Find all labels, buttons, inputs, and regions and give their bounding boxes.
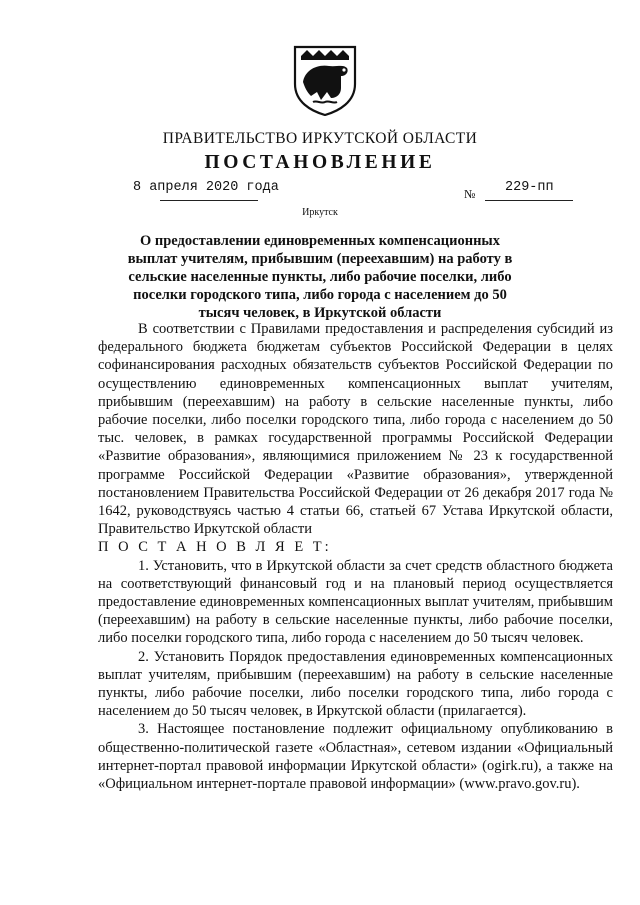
item-paragraph: 1. Установить, что в Иркутской области за счет средств областного бюджета на соответствующий финансовый год и на плановый период осуществляется предоставление единовременных компенсационных выплат учителям, прибывшим (переехавшим) на работу в сельские населенные пункты, либо рабочие поселки, либо поселки городского типа, либо города с населением до 50 тысяч человек. xyxy=(98,557,613,647)
item-paragraph: 2. Установить Порядок предоставления единовременных компенсационных выплат учителям, прибывшим (переехавшим) на работу в сельские населенные пункты, либо рабочие поселки, либо поселки городского типа, либо города с населением до 50 тысяч человек, в Иркутской области (прилагается). xyxy=(98,648,613,720)
document-date: 8 апреля 2020 года xyxy=(133,180,279,195)
document-body xyxy=(98,320,613,793)
document-title: О предоставлении единовременных компенсационных выплат учителям, прибывшим (переехавшим) на работу в сельские населенные пункты, либо рабочие поселки, либо поселки городского типа, либо города с населением до 50 тысяч человек, в Иркутской области xyxy=(127,233,513,321)
government-name: ПРАВИТЕЛЬСТВО ИРКУТСКОЙ ОБЛАСТИ xyxy=(162,130,478,147)
preamble-paragraph: В соответствии с Правилами предоставления и распределения субсидий из федерального бюджета бюджетам субъектов Российской Федерации в целях софинансирования расходных обязательств субъектов Российской Федерации по осуществлению единовременных компенсационных выплат учителям, прибывшим (переехавшим) на работу в сельские населенные пункты, либо рабочие поселки, либо поселки городского типа, либо города с населением до 50 тыс. человек, в рамках государственной программы Российской Федерации «Развитие образования», являющимися приложением № 23 к государственной программе Российской Федерации «Развитие образования», утвержденной постановлением Правительства Российской Федерации от 26 декабря 2017 года № 1642, руководствуясь частью 4 статьи 66, статьей 67 Устава Иркутской области, Правительство Иркутской области xyxy=(98,321,613,538)
document-type: ПОСТАНОВЛЕНИЕ xyxy=(204,152,436,173)
city: Иркутск xyxy=(302,207,338,218)
number-underline xyxy=(485,200,573,201)
item-paragraph: 3. Настоящее постановление подлежит официальному опубликованию в общественно-политической газете «Областная», сетевом издании «Официальный интернет-портал правовой информации Иркутской области» (ogirk.ru), а также на «Официальном интернет-портале правовой информации» (www.pravo.gov.ru). xyxy=(98,721,613,793)
number-sign: № xyxy=(464,187,476,201)
document-number: 229-пп xyxy=(505,180,554,195)
irkutsk-coat-of-arms-icon xyxy=(291,44,359,116)
date-underline xyxy=(160,200,258,201)
decree-word: П О С Т А Н О В Л Я Е Т: xyxy=(98,539,332,556)
